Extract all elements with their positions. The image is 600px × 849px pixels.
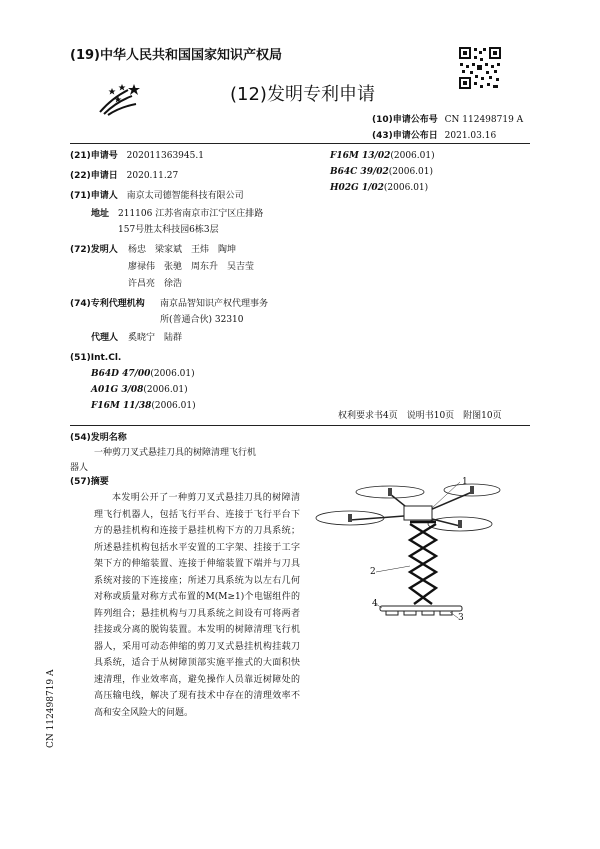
side-publication-code: CN 112498719 A	[46, 669, 56, 748]
inventors-line-2: 廖禄伟 张驰 周东升 吴吉莹	[128, 262, 255, 272]
intcl-code: B64C 39/02	[330, 167, 389, 177]
intcl-code: F16M 11/38	[91, 401, 152, 411]
intcl-entry	[330, 150, 435, 163]
address-label: 地址	[91, 209, 110, 219]
page-count-info: 权利要求书4页 说明书10页 附图10页	[338, 411, 502, 421]
figure-label-2: 2	[370, 567, 376, 577]
document-type-title: (12)发明专利申请	[230, 84, 375, 105]
intcl-version: (2006.01)	[390, 151, 435, 161]
tool-bar	[380, 606, 462, 615]
publication-date-row	[372, 128, 496, 141]
intcl-version: (2006.01)	[143, 385, 188, 395]
address-line-1: 211106 江苏省南京市江宁区庄排路	[118, 209, 264, 219]
abstract-text: 本发明公开了一种剪刀叉式悬挂刀具的树障清理飞行机器人，包括飞行平台、连接于飞行平台下方的悬挂机构和连接于悬挂机构下方的刀具系统；所述悬挂机构包括水平安置的工字架、挂接于工字架下方的伸缩装置、连接于伸缩装置下端并与刀具系统对接的下连接座；所述刀具系统为以左右几何对称或质量对称方式布置的M(M≥1)个电锯组件的阵列组合；悬挂机构与刀具系统之间设有可将两者挂接或分离的脱钩装置。本发明的树障清理飞行机器人，采用可动态伸缩的剪刀叉式悬挂机构挂载刀具系统，适合于从树障顶部实施平推式的大面积快速清理，作业效率高，避免操作人员靠近树障处的高压输电线，解决了现有技术中存在的清理效率不高和安全风险大的问题。	[94, 493, 300, 718]
intcl-code: F16M 13/02	[330, 151, 391, 161]
agency-label: (74)专利代理机构	[70, 299, 145, 309]
publication-date-label: (43)申请公布日	[372, 131, 438, 141]
agent-label: 代理人	[91, 333, 119, 343]
application-number: 202011363945.1	[126, 151, 204, 161]
invention-title-line-1: 一种剪刀叉式悬挂刀具的树障清理飞行机	[94, 448, 257, 458]
applicant: 南京太司德智能科技有限公司	[126, 191, 244, 201]
intcl-entry	[91, 400, 196, 413]
intcl-version: (2006.01)	[150, 369, 195, 379]
intcl-entry	[91, 384, 188, 397]
office-name: (19)中华人民共和国国家知识产权局	[70, 48, 282, 63]
intcl-version: (2006.01)	[151, 401, 196, 411]
publication-date: 2021.03.16	[444, 131, 497, 141]
figure-label-3: 3	[458, 613, 464, 623]
application-number-row	[70, 150, 204, 163]
header-divider	[70, 143, 530, 144]
publication-number-label: (10)申请公布号	[372, 115, 438, 125]
intcl-label: (51)Int.Cl.	[70, 353, 122, 363]
invention-title-label: (54)发明名称	[70, 433, 127, 443]
figure-label-4: 4	[372, 599, 378, 609]
inventors-label: (72)发明人	[70, 245, 118, 255]
agency-line-1: 南京品智知识产权代理事务	[160, 299, 269, 309]
agent: 奚晓宁 陆群	[128, 333, 183, 343]
figure-label-1: 1	[462, 477, 468, 487]
applicant-row	[70, 190, 244, 203]
intcl-code: B64D 47/00	[91, 369, 151, 379]
intcl-entry	[91, 368, 195, 381]
intcl-entry	[330, 182, 428, 195]
intcl-version: (2006.01)	[383, 183, 429, 193]
filing-date: 2020.11.27	[126, 171, 179, 181]
agency-line-2: 所(普通合伙) 32310	[160, 315, 244, 325]
inventors-line-1: 杨忠 梁家斌 王炜 陶坤	[128, 245, 237, 255]
biblio-divider	[70, 425, 530, 426]
filing-date-row	[70, 170, 178, 183]
publication-number-row	[372, 112, 523, 125]
intcl-entry	[330, 166, 433, 179]
intcl-version: (2006.01)	[388, 167, 434, 177]
filing-date-label: (22)申请日	[70, 171, 118, 181]
qr-code-icon	[458, 46, 502, 90]
intcl-code: A01G 3/08	[91, 385, 144, 395]
publication-number: CN 112498719 A	[444, 115, 524, 125]
intcl-code: H02G 1/02	[330, 183, 384, 193]
drone-drawing	[310, 470, 510, 630]
application-number-label: (21)申请号	[70, 151, 118, 161]
abstract-label: (57)摘要	[70, 477, 109, 487]
address-line-2: 157号胜太科技园6栋3层	[118, 225, 219, 235]
scissor-lift	[410, 522, 436, 604]
inventors-line-3: 许昌亮 徐浩	[128, 279, 183, 289]
body	[404, 506, 432, 520]
invention-title-line-2: 器人	[70, 463, 89, 473]
cnipa-emblem-icon	[98, 82, 144, 116]
applicant-label: (71)申请人	[70, 191, 118, 201]
